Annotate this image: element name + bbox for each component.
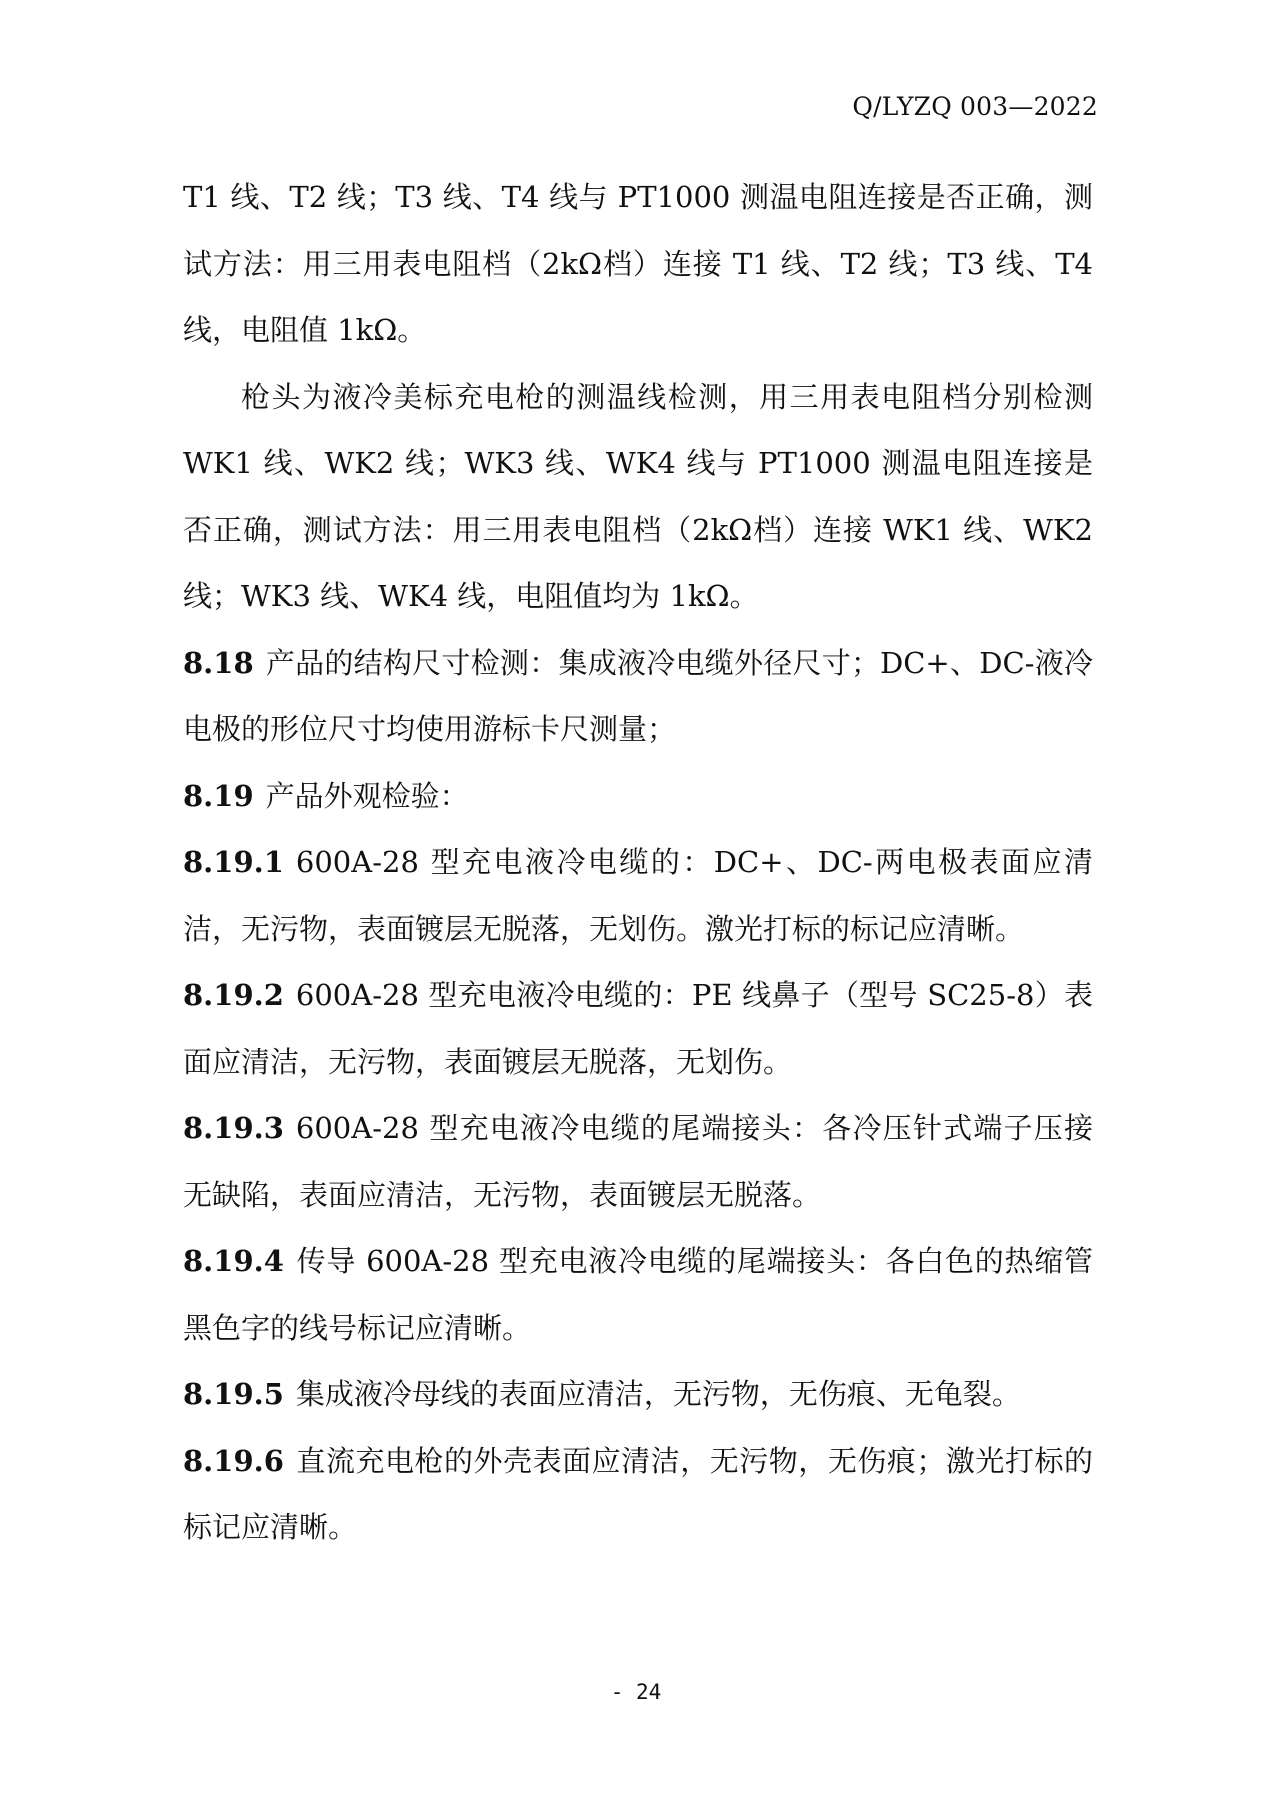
section-text: 产品外观检验： (265, 778, 469, 813)
section-8-19-6 (183, 1428, 1093, 1561)
section-text: 600A-28 型充电液冷电缆的：DC+、DC-两电极表面应清洁，无污物，表面镀层无脱落，无划伤。激光打标的标记应清晰。 (183, 845, 1093, 946)
section-text: 产品的结构尺寸检测：集成液冷电缆外径尺寸；DC+、DC-液冷电极的形位尺寸均使用游标卡尺测量； (183, 645, 1093, 746)
section-number: 8.19.3 (183, 1111, 284, 1145)
section-8-19 (183, 763, 1093, 830)
section-8-19-3 (183, 1095, 1093, 1228)
section-8-19-2 (183, 962, 1093, 1095)
section-number: 8.18 (183, 645, 254, 680)
section-number: 8.19.1 (183, 845, 284, 879)
section-number: 8.19.2 (183, 978, 284, 1012)
section-8-19-4 (183, 1228, 1093, 1361)
section-number: 8.19.6 (183, 1443, 284, 1478)
section-text: 600A-28 型充电液冷电缆的尾端接头：各冷压针式端子压接无缺陷，表面应清洁，无污物，表面镀层无脱落。 (183, 1111, 1093, 1212)
section-text: 600A-28 型充电液冷电缆的：PE 线鼻子（型号 SC25-8）表面应清洁，无污物，表面镀层无脱落，无划伤。 (183, 978, 1093, 1079)
section-number: 8.19.5 (183, 1377, 284, 1411)
document-code: Q/LYZQ 003—2022 (852, 92, 1098, 121)
section-text: 直流充电枪的外壳表面应清洁，无污物，无伤痕；激光打标的标记应清晰。 (183, 1443, 1093, 1544)
section-text: 集成液冷母线的表面应清洁，无污物，无伤痕、无龟裂。 (295, 1377, 1021, 1411)
section-8-19-5 (183, 1361, 1093, 1428)
section-number: 8.19 (183, 778, 254, 813)
page-number: - 24 (610, 1680, 662, 1704)
paragraph-text: 枪头为液冷美标充电枪的测温线检测，用三用表电阻档分别检测 WK1 线、WK2 线；WK3 线、WK4 线与 PT1000 测温电阻连接是否正确，测试方法：用三用表电阻档（2kΩ档）连接 WK1 线、WK2 线；WK3 线、WK4 线，电阻值均为 1kΩ。 (183, 379, 1093, 613)
paragraph-us-gun-temp-test (183, 364, 1093, 630)
section-8-19-1 (183, 829, 1093, 962)
paragraph-temp-wire-test (183, 164, 1093, 364)
section-text: 传导 600A-28 型充电液冷电缆的尾端接头：各白色的热缩管黑色字的线号标记应清晰。 (183, 1244, 1093, 1345)
body-text (183, 164, 1093, 1561)
section-8-18 (183, 630, 1093, 763)
paragraph-text: T1 线、T2 线；T3 线、T4 线与 PT1000 测温电阻连接是否正确，测试方法：用三用表电阻档（2kΩ档）连接 T1 线、T2 线；T3 线、T4 线，电阻值 1kΩ。 (183, 180, 1093, 347)
section-number: 8.19.4 (183, 1244, 284, 1278)
